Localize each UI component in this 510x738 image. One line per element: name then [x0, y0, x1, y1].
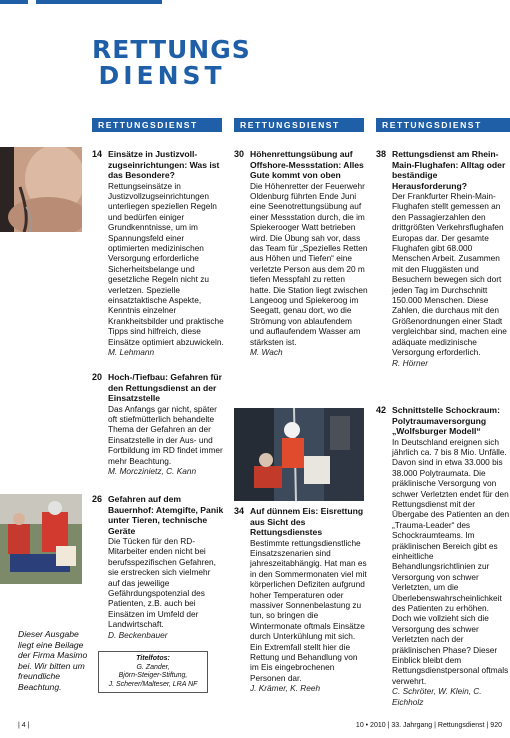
- article-title: Schnittstelle Schockraum: Polytraumaversorgung „Wolfsburger Modell“: [392, 405, 500, 436]
- photo-credits: [98, 651, 208, 693]
- article-title: Auf dünnem Eis: Eisrettung aus Sicht des Rettungsdienstes: [250, 506, 364, 537]
- article-text: Das Anfangs gar nicht, später oft stiefmütterlich behandelte Thema der Gefahren an der Einsatzstelle in der Aus- und Fortbildung im RD findet immer mehr Beachtung.: [108, 403, 223, 466]
- photo-neck: [0, 147, 82, 232]
- photo-farm-rescue: [0, 494, 82, 584]
- article-title: Rettungsdienst am Rhein-Main-Flughafen: Alltag oder beständige Herausforderung?: [392, 149, 506, 191]
- article-20: [92, 372, 224, 476]
- photo-height-rescue: [234, 408, 364, 501]
- credits-line: Björn-Steiger-Stiftung,: [118, 672, 188, 680]
- article-text: Der Frankfurter Rhein-Main-Flughafen stellt gemessen an den Passagierzahlen den drittgrößten Verkehrsflughafen Europas dar. Der gesamte Flughafen gibt 68.000 Menschen Arbeit. Zusammen mit den Fluggästen und Besuchern bewegen sich dort jeden Tag im Durchschnitt 150.000 Menschen. Diese Zahlen, die durchaus mit den Größenordnungen einer Stadt vergleichbar sind, machen eine adäquate medizinische Versorgung erforderlich.: [392, 191, 507, 358]
- article-title: Gefahren auf dem Bauernhof: Atemgifte, Panik unter Tieren, technische Geräte: [108, 494, 224, 536]
- article-38: [376, 149, 510, 368]
- article-page-number: 30: [234, 149, 245, 159]
- logo-line-2: DIENST: [98, 61, 226, 90]
- article-text: Die Tücken für den RD-Mitarbeiter enden nicht bei berufsspezifischen Gefahren, sie erstrecken sich vielmehr auf das jeweilige Gefährdungspotenzial des Patienten, z.B. auch bei Einsätzen im Umfeld der Landwirtschaft.: [108, 536, 216, 630]
- insert-note: Dieser Ausgabe liegt eine Beilage der Firma Masimo bei. Wir bitten um freundliche Beachtung.: [18, 629, 88, 692]
- article-author: M. Morczinietz, C. Kann: [108, 465, 197, 476]
- top-rule: [0, 0, 510, 5]
- section-header: RETTUNGSDIENST: [234, 118, 364, 132]
- article-author: M. Lehmann: [108, 347, 155, 357]
- article-26: [92, 494, 224, 640]
- article-title: Einsätze in Justizvoll-zugseinrichtungen: Was ist das Besondere?: [108, 149, 220, 180]
- article-text: In Deutschland ereignen sich jährlich ca. 7 bis 8 Mio. Unfälle. Davon sind in etwa 33.000 bis 38.000 Polytraumata. Die präklinische Versorgung von schwer Verletzten endet für den Rettungsdienst mit der Übergabe des Patienten an den „Trauma-Leader“ des Schockraumteams. Im präklinischen Bereich gibt es einheitliche Behandlungsrichtlinien zur Versorgung von schwer Verletzten, um die Überlebenswahrscheinlichkeit des Patienten zu erhöhen. Doch wie vollzieht sich die Versorgung des schwer Verletzten nach der präklinischen Phase? Dieser Einblick bleibt dem Rettungsdienstpersonal oftmals verwehrt.: [392, 436, 510, 686]
- article-page-number: 14: [92, 149, 103, 159]
- section-header: RETTUNGSDIENST: [92, 118, 222, 132]
- article-title: Hoch-/Tiefbau: Gefahren für den Rettungsdienst an der Einsatzstelle: [108, 372, 222, 403]
- page-number: | 4 |: [18, 722, 30, 729]
- article-page-number: 34: [234, 506, 245, 516]
- article-author: C. Schröter, W. Klein, C. Eichholz: [392, 686, 482, 707]
- article-page-number: 42: [376, 405, 387, 415]
- article-text: Die Höhenretter der Feuerwehr Oldenburg führten Ende Juni eine Seenotrettungsübung auf einer Messstation durch, die im Spiekerooger Watt betrieben wird. Die Übung sah vor, dass das Team für „Spezielles Retten aus Höhen und Tiefen“ eine verletzte Person aus dem 20 m tiefen Messpfahl zu retten hatte. Die Station liegt zwischen Langeoog und Spiekeroog im Seegatt, genau dort, wo die Strömung von ablaufendem und auflaufendem Wasser am stärksten ist.: [250, 180, 368, 347]
- credits-line: G. Zander,: [136, 663, 170, 671]
- article-14: [92, 149, 224, 357]
- article-author: R. Hörner: [392, 357, 428, 368]
- article-author: M. Wach: [250, 347, 283, 357]
- article-page-number: 20: [92, 372, 103, 382]
- article-title: Höhenrettungsübung auf Offshore-Messstation: Alles Gute kommt von oben: [250, 149, 364, 180]
- article-author: D. Beckenbauer: [108, 629, 168, 640]
- article-34: [234, 506, 368, 694]
- magazine-logo: [92, 35, 251, 90]
- credits-line: J. Scherer/Malteser, LRA NF: [108, 680, 198, 688]
- article-author: J. Krämer, K. Reeh: [250, 683, 321, 694]
- top-rule-segment: [0, 0, 28, 4]
- top-rule-segment: [36, 0, 162, 4]
- article-page-number: 26: [92, 494, 103, 504]
- logo-line-1: RETTUNGS: [92, 35, 251, 64]
- article-page-number: 38: [376, 149, 387, 159]
- article-text: Rettungseinsätze in Justizvollzugseinrichtungen unterliegen speziellen Regeln und bedürfen einiger Grundkenntnisse, um im Spannungsfeld einer optimierten medizinischen Versorgung erforderliche Sicherheitsbelange und gesetzliche Regeln nicht zu verletzen. Spezielle einsatztaktische Aspekte, Kenntnis einzelner Krankheitsbilder und praktische Tipps sind hilfreich, diese Einsätze optimiert abzuwickeln.: [108, 180, 224, 347]
- article-42: [376, 405, 510, 707]
- article-text: Bestimmte rettungsdienstliche Einsatzszenarien sind jahreszeitabhängig. Hat man es in den Sommermonaten viel mit körperlichen Defiziten aufgrund hoher Temperaturen oder massiver Sonnenbelastung zu tun, so bringen die Wintermonate oftmals Einsätze durch Unterkühlung mit sich. Ein Extremfall stellt hier die Rettung und Behandlung von im Eis eingebrochenen Personen dar.: [250, 537, 367, 683]
- issue-info: 10 • 2010 | 33. Jahrgang | Rettungsdienst | 920: [355, 722, 502, 729]
- credits-title: Titelfotos:: [136, 655, 170, 662]
- section-header: RETTUNGSDIENST: [376, 118, 510, 132]
- article-30: [234, 149, 368, 357]
